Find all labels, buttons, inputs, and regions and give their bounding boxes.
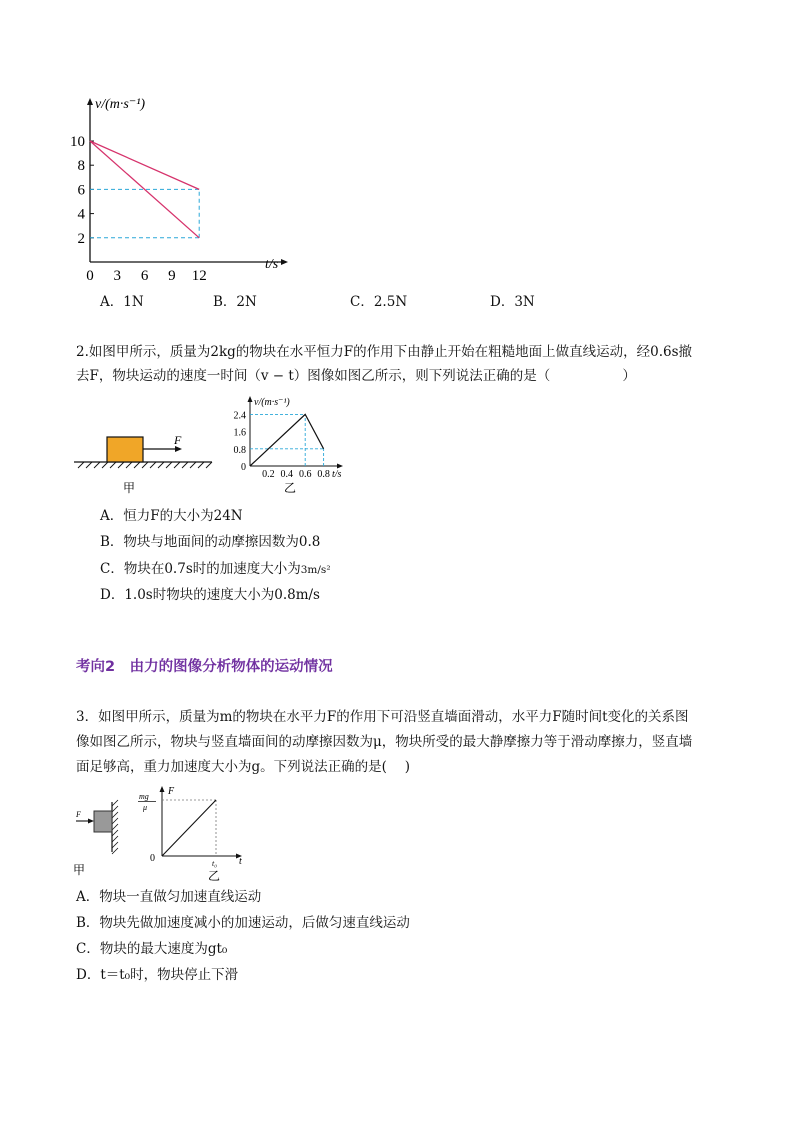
q3-stem-line-3: 面足够高，重力加速度大小为g。下列说法正确的是( )	[76, 759, 410, 775]
q1-option-c[interactable]	[350, 290, 407, 310]
x-axis-label: t/s	[265, 257, 279, 272]
f-t-line	[162, 800, 216, 856]
y-axis-arrow	[87, 98, 93, 105]
option-letter: D．	[490, 294, 515, 310]
y-tick-label: 4	[77, 206, 85, 223]
q3-figure-yi	[130, 782, 260, 882]
y-axis-label: v/(m·s⁻¹)	[95, 97, 146, 112]
q1-option-a[interactable]	[100, 290, 144, 310]
x-axis-label: t/s	[332, 469, 342, 480]
option-text: 物块在0.7s时的加速度大小为	[123, 561, 301, 577]
y-tick-numerator: mg	[139, 792, 149, 801]
origin-label: 0	[241, 462, 246, 473]
q2-stem-text: 去F，物块运动的速度一时间（v − t）图像如图乙所示，则下列说法正确的是（	[76, 368, 551, 384]
x-tick-label: 6	[140, 268, 149, 280]
option-letter: C．	[76, 941, 100, 957]
y-tick-label: 1.6	[233, 427, 246, 439]
q3-stem-line-2: 像如图乙所示，物块与竖直墙面间的动摩擦因数为μ，物块所受的最大静摩擦力等于滑动摩擦力，竖直墙	[76, 734, 693, 750]
y-tick-label: 2.4	[233, 410, 246, 422]
option-letter: B．	[76, 915, 100, 931]
q3-option-c[interactable]	[76, 939, 227, 959]
force-arrow-head	[88, 819, 94, 824]
x-axis-arrow	[337, 464, 343, 469]
option-letter: B．	[100, 534, 124, 550]
q2-stem-line-1: 2.如图甲所示，质量为2kg的物块在水平恒力F的作用下由静止开始在粗糙地面上做直线运动，经0.6s撤	[76, 344, 693, 360]
q1-option-d[interactable]	[490, 290, 535, 310]
option-text: 物块一直做匀加速直线运动	[99, 889, 262, 905]
q2-stem-line-2	[76, 366, 636, 386]
option-text: 物块的最大速度为gt₀	[99, 941, 228, 957]
q2-option-a[interactable]	[100, 506, 243, 526]
y-tick-label: 8	[77, 158, 85, 175]
q1-vt-graph	[60, 90, 320, 280]
q2-option-d[interactable]	[100, 585, 320, 605]
option-letter: C．	[350, 294, 374, 310]
force-label: F	[174, 433, 182, 447]
section-heading: 考向2 由力的图像分析物体的运动情况	[76, 659, 333, 675]
y-axis-label: v/(m·s⁻¹)	[254, 397, 290, 408]
option-text: 2N	[236, 294, 257, 310]
orange-block	[107, 437, 143, 462]
option-text: 物块先做加速度减小的加速运动，后做匀速直线运动	[99, 915, 410, 931]
option-letter: B．	[213, 294, 237, 310]
series-v-t	[250, 414, 324, 466]
q2-figure-yi	[222, 393, 352, 501]
y-tick-label: 0.8	[233, 444, 246, 456]
x-tick-label: t₀	[212, 859, 218, 868]
option-text: 2.5N	[373, 294, 408, 310]
option-text: 恒力F的大小为24N	[123, 508, 243, 524]
x-tick-label: 12	[191, 268, 207, 280]
y-tick-denominator: μ	[143, 803, 148, 812]
q2-figure-jia	[70, 425, 220, 505]
q2-option-b[interactable]	[100, 532, 320, 552]
y-tick-label: 10	[70, 134, 85, 150]
q3-option-a[interactable]	[76, 887, 261, 907]
x-tick-label: 0	[86, 268, 94, 280]
q2-option-c[interactable]	[100, 559, 331, 580]
q3-option-d[interactable]	[76, 965, 238, 985]
force-label: F	[76, 810, 81, 819]
option-text: 1N	[123, 294, 144, 310]
x-tick-label: 0.6	[298, 469, 312, 480]
q2-stem-close: ）	[622, 368, 636, 384]
q3-stem-line-1: 3．如图甲所示，质量为m的物块在水平力F的作用下可沿竖直墙面滑动，水平力F随时间t变化的关系图	[76, 709, 689, 725]
y-tick-label: 2	[77, 230, 85, 247]
option-text: 3N	[514, 294, 535, 310]
y-axis-label: F	[168, 786, 175, 797]
option-text: t＝t₀时，物块停止下滑	[100, 967, 239, 983]
option-letter: A．	[100, 294, 124, 310]
option-letter: D．	[100, 587, 125, 603]
option-text: 1.0s时物块的速度大小为0.8m/s	[124, 587, 320, 603]
x-axis-label: t	[239, 856, 242, 867]
figure-caption: 乙	[284, 481, 297, 495]
x-tick-label: 0.4	[280, 469, 294, 480]
figure-caption: 甲	[73, 863, 86, 877]
q3-option-b[interactable]	[76, 913, 410, 933]
option-letter: A．	[100, 508, 124, 524]
x-tick-label: 9	[168, 268, 176, 280]
y-tick-label: 6	[77, 182, 85, 199]
x-tick-label: 0.2	[262, 469, 275, 480]
option-text: 物块与地面间的动摩擦因数为0.8	[123, 534, 321, 550]
q3-figure-jia	[68, 790, 128, 880]
x-axis-arrow	[281, 259, 288, 265]
ground-hatch	[78, 462, 212, 468]
x-tick-label: 3	[113, 268, 122, 280]
option-letter: A．	[76, 889, 100, 905]
figure-caption: 乙	[208, 869, 221, 882]
wall-hatch	[112, 800, 118, 854]
gray-block	[94, 811, 112, 832]
option-letter: D．	[76, 967, 101, 983]
figure-caption: 甲	[123, 481, 136, 495]
option-letter: C．	[100, 561, 124, 577]
q1-option-b[interactable]	[213, 290, 257, 310]
option-unit: 3m/s²	[300, 564, 331, 576]
origin-label: 0	[150, 853, 155, 864]
x-tick-label: 0.8	[317, 469, 330, 480]
y-axis-arrow	[160, 786, 165, 792]
series-line-1	[90, 141, 199, 189]
y-axis-arrow	[248, 396, 253, 402]
